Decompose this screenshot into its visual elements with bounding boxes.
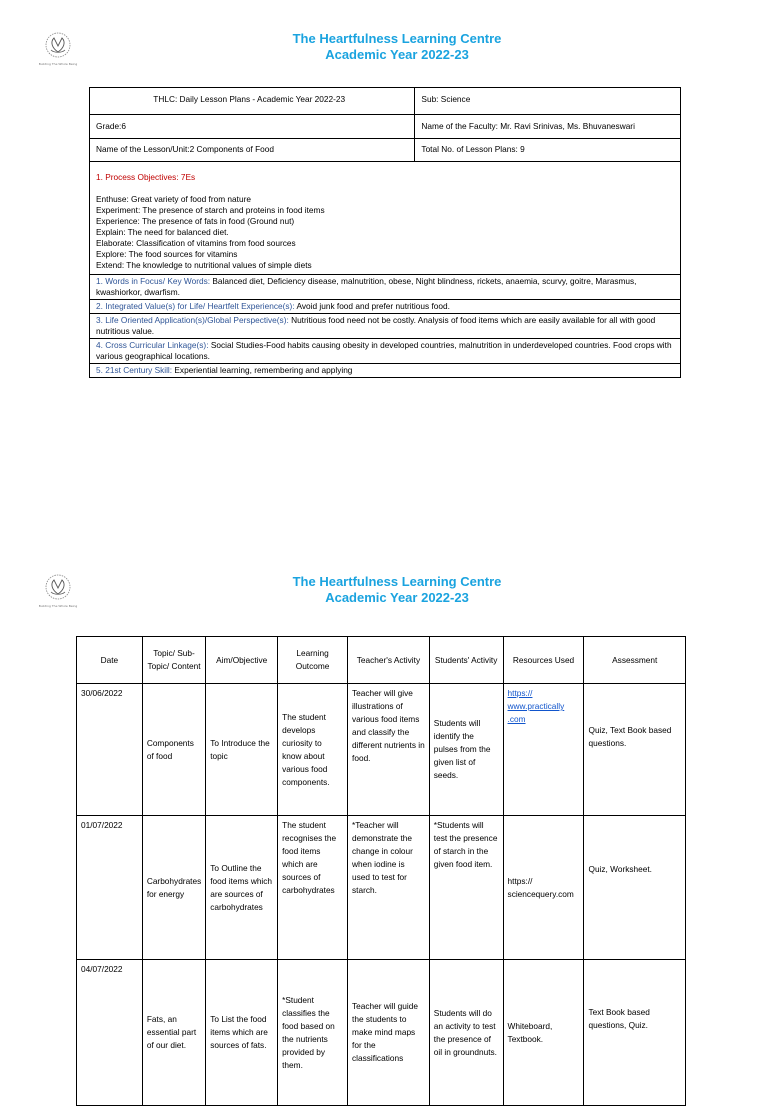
- cross-curricular-linkage: [90, 339, 681, 364]
- school-name: The Heartfulness Learning Centre: [292, 574, 502, 589]
- assessment-cell: Text Book based questions, Quiz.: [584, 960, 686, 1106]
- faculty-name: Name of the Faculty: Mr. Ravi Srinivas, Ms. Bhuvaneswari: [415, 115, 681, 139]
- column-header: Learning Outcome: [278, 637, 348, 684]
- table-row: [90, 115, 681, 139]
- teacher-activity-cell: *Teacher will demonstrate the change in colour when iodine is used to test for starch.: [348, 816, 430, 960]
- total-lesson-plans: Total No. of Lesson Plans: 9: [415, 139, 681, 162]
- resource-link[interactable]: https:// www.practically .com: [507, 688, 565, 724]
- aim-cell: To Outline the food items which are sources of carbohydrates: [206, 816, 278, 960]
- table-row: [90, 162, 681, 275]
- subject: Sub: Science: [415, 88, 681, 115]
- lesson-info-table: [89, 87, 681, 378]
- table-row: [90, 314, 681, 339]
- topic-cell: Carbohydrates for energy: [142, 816, 205, 960]
- page1-header: [0, 31, 768, 63]
- table-row: [90, 139, 681, 162]
- table-row: [90, 275, 681, 300]
- list-item: Experiment: The presence of starch and proteins in food items: [96, 205, 325, 215]
- assessment-cell: Quiz, Worksheet.: [584, 816, 686, 960]
- date-cell: 30/06/2022: [77, 684, 143, 816]
- section-heading: 4. Cross Curricular Linkage(s):: [96, 340, 209, 350]
- lesson-name: Name of the Lesson/Unit:2 Components of Food: [90, 139, 415, 162]
- table-row: [77, 684, 686, 816]
- section-heading: 3. Life Oriented Application(s)/Global Perspective(s):: [96, 315, 289, 325]
- column-header: Students' Activity: [429, 637, 503, 684]
- list-item: Enthuse: Great variety of food from nature: [96, 194, 251, 204]
- academic-year: Academic Year 2022-23: [325, 590, 469, 605]
- aim-cell: To Introduce the topic: [206, 684, 278, 816]
- section-text: Nutritious food need not be costly. Analysis of food items which are easily available for all with good nutritious value.: [96, 315, 656, 336]
- lesson-plan-table: [76, 636, 686, 1106]
- integrated-values: [90, 300, 681, 314]
- students-activity-cell: Students will identify the pulses from the given list of seeds.: [429, 684, 503, 816]
- resources-cell: Whiteboard, Textbook.: [503, 960, 584, 1106]
- outcome-cell: *Student classifies the food based on the nutrients provided by them.: [278, 960, 348, 1106]
- section-text: Balanced diet, Deficiency disease, malnutrition, obese, Night blindness, rickets, anaemia, scurvy, goitre, Marasmus, kwashiorkor, dwarfism.: [96, 276, 637, 297]
- table-header-row: [77, 637, 686, 684]
- teacher-activity-cell: Teacher will give illustrations of various food items and classify the different nutrients in food.: [348, 684, 430, 816]
- column-header: Topic/ Sub-Topic/ Content: [142, 637, 205, 684]
- column-header: Assessment: [584, 637, 686, 684]
- table-row: [77, 816, 686, 960]
- list-item: Elaborate: Classification of vitamins from food sources: [96, 238, 296, 248]
- column-header: Resources Used: [503, 637, 584, 684]
- plan-title: THLC: Daily Lesson Plans - Academic Year 2022-23: [90, 88, 415, 115]
- table-row: [90, 300, 681, 314]
- table-row: [77, 960, 686, 1106]
- table-row: [90, 88, 681, 115]
- topic-cell: Components of food: [142, 684, 205, 816]
- list-item: Explain: The need for balanced diet.: [96, 227, 229, 237]
- date-cell: 04/07/2022: [77, 960, 143, 1106]
- section-heading: 2. Integrated Value(s) for Life/ Heartfelt Experience(s):: [96, 301, 295, 311]
- topic-cell: Fats, an essential part of our diet.: [142, 960, 205, 1106]
- resources-cell: https:// sciencequery.com: [503, 816, 584, 960]
- column-header: Date: [77, 637, 143, 684]
- page2-header: [0, 574, 768, 606]
- table-row: [90, 364, 681, 378]
- section-text: Experiential learning, remembering and applying: [172, 365, 353, 375]
- academic-year: Academic Year 2022-23: [325, 47, 469, 62]
- column-header: Teacher's Activity: [348, 637, 430, 684]
- table-row: [90, 339, 681, 364]
- logo-caption: Building The Whole Being: [38, 62, 78, 66]
- life-oriented-application: [90, 314, 681, 339]
- students-activity-cell: Students will do an activity to test the presence of oil in groundnuts.: [429, 960, 503, 1106]
- list-item: Explore: The food sources for vitamins: [96, 249, 238, 259]
- process-objectives: [90, 162, 681, 275]
- logo-caption: Building The Whole Being: [38, 604, 78, 608]
- school-name: The Heartfulness Learning Centre: [292, 31, 502, 46]
- list-item: Experience: The presence of fats in food (Ground nut): [96, 216, 295, 226]
- students-activity-cell: *Students will test the presence of starch in the given food item.: [429, 816, 503, 960]
- grade: Grade:6: [90, 115, 415, 139]
- resources-cell: [503, 684, 584, 816]
- process-objectives-heading: 1. Process Objectives: 7Es: [96, 172, 196, 182]
- column-header: Aim/Objective: [206, 637, 278, 684]
- outcome-cell: The student develops curiosity to know about various food components.: [278, 684, 348, 816]
- teacher-activity-cell: Teacher will guide the students to make mind maps for the classifications: [348, 960, 430, 1106]
- outcome-cell: The student recognises the food items which are sources of carbohydrates: [278, 816, 348, 960]
- aim-cell: To List the food items which are sources of fats.: [206, 960, 278, 1106]
- section-heading: 5. 21st Century Skill:: [96, 365, 173, 375]
- century-skill: [90, 364, 681, 378]
- key-words: [90, 275, 681, 300]
- assessment-cell: Quiz, Text Book based questions.: [584, 684, 686, 816]
- section-text: Social Studies-Food habits causing obesity in developed countries, malnutrition in underdeveloped countries. Food crops with various geographical locations.: [96, 340, 672, 361]
- section-text: Avoid junk food and prefer nutritious food.: [294, 301, 450, 311]
- date-cell: 01/07/2022: [77, 816, 143, 960]
- section-heading: 1. Words in Focus/ Key Words:: [96, 276, 211, 286]
- list-item: Extend: The knowledge to nutritional values of simple diets: [96, 260, 312, 270]
